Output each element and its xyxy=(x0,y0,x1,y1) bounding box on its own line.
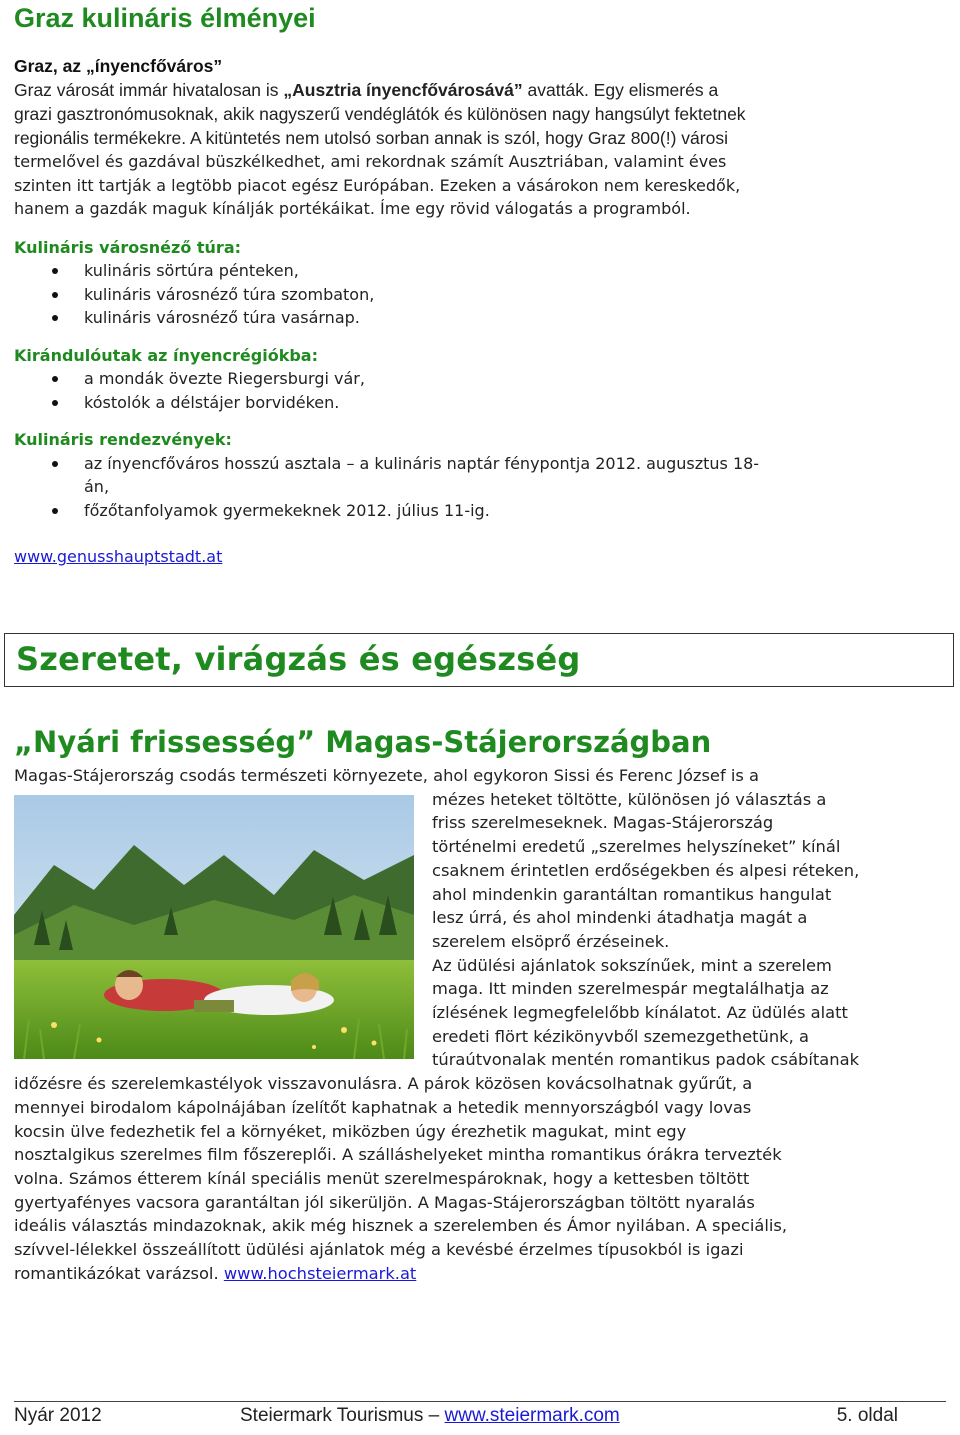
article-line: gyertyafényes vacsora garantáltan jól sikerüljön. A Magas-Stájerországban töltött nyaralás xyxy=(14,1192,755,1212)
banner-title: Szeretet, virágzás és egészség xyxy=(16,640,581,678)
bullet-icon xyxy=(52,400,58,406)
article-line: ahol mindenkin garantáltan romantikus hangulat xyxy=(432,884,832,904)
banner-box xyxy=(4,633,954,687)
bullet-icon xyxy=(52,315,58,321)
article-line: ideális választás mindazoknak, akik még hisznek a szerelemben és Ámor nyilában. A speciális, xyxy=(14,1216,788,1236)
footer-publisher: Steiermark Tourismus – www.steiermark.com xyxy=(240,1405,620,1426)
list-item: főzőtanfolyamok gyermekeknek 2012. július 11-ig. xyxy=(14,499,946,523)
section-subtitle: Graz, az „ínyencfőváros” xyxy=(14,56,223,76)
article-line: szívvel-lélekkel összeállított üdülési ajánlatok még a kevésbé érzelmes típusokból is igazi xyxy=(14,1240,744,1260)
bullet-icon xyxy=(52,461,58,467)
bullet-icon xyxy=(52,508,58,514)
hochsteiermark-link[interactable]: www.hochsteiermark.at xyxy=(223,1263,417,1283)
list-item-continuation: án, xyxy=(84,477,110,496)
list-item: kulináris városnéző túra szombaton, xyxy=(14,283,946,307)
footer-season: Nyár 2012 xyxy=(14,1405,102,1426)
section1-link-line xyxy=(14,545,946,569)
list-item: az ínyencfőváros hosszú asztala – a kulináris naptár fénypontja 2012. augusztus 18- xyxy=(14,452,946,476)
footer-page-number: 5. oldal xyxy=(836,1405,898,1426)
article-line: mennyei birodalom kápolnájában ízelítőt kaphatnak a hetedik mennyországból vagy lovas xyxy=(14,1097,752,1117)
photo-illustration xyxy=(14,795,414,1059)
intro-line-6: hanem a gazdák maguk kínálják portékáikat. Íme egy rövid válogatás a programból. xyxy=(14,199,691,218)
article-line: csaknem érintetlen erdőségekben és alpesi réteken, xyxy=(432,860,860,880)
article-line: kocsin ülve fedezhetik fel a környéket, miközben úgy érezhetik magukat, mint egy xyxy=(14,1121,687,1141)
event-list xyxy=(14,452,946,523)
intro-block xyxy=(14,54,946,150)
article-line: maga. Itt minden szerelmespár megtalálhatja az xyxy=(432,979,829,999)
bullet-icon xyxy=(52,376,58,382)
list-item: kóstolók a délstájer borvidéken. xyxy=(14,391,946,415)
section-title: Graz kulináris élményei xyxy=(14,3,316,33)
article-line: volna. Számos étterem kínál speciális menüt szerelmespároknak, hogy a kettesben töltött xyxy=(14,1168,750,1188)
tour-heading: Kulináris városnéző túra: xyxy=(14,237,242,257)
article-line: szerelem elsöprő érzéseinek. xyxy=(432,931,670,951)
genusshauptstadt-link[interactable]: www.genusshauptstadt.at xyxy=(14,547,223,566)
steiermark-link[interactable]: www.steiermark.com xyxy=(444,1405,620,1426)
intro-line-1: Graz városát immár hivatalosan is „Ausztria ínyencfővárosává” avatták. Egy elismerés a xyxy=(14,80,719,100)
trip-heading: Kirándulóutak az ínyencrégiókba: xyxy=(14,345,318,365)
tour-list xyxy=(14,259,946,330)
list-item: kulináris sörtúra pénteken, xyxy=(14,259,946,283)
article-title: „Nyári frissesség” Magas-Stájerországban xyxy=(14,725,712,759)
intro-line-2: grazi gasztronómusoknak, akik nagyszerű vendéglátók és különösen nagy hangsúlyt fektetnek xyxy=(14,104,746,124)
footer-divider xyxy=(14,1401,946,1402)
article-line: ízlésének legmegfelelőbb kínálatot. Az üdülés alatt xyxy=(432,1003,848,1023)
intro-continued xyxy=(14,150,946,221)
list-item: a mondák övezte Riegersburgi vár, xyxy=(14,367,946,391)
article-last-line: romantikázókat varázsol. www.hochsteiermark.at xyxy=(14,1263,417,1283)
article-line: Az üdülési ajánlatok sokszínűek, mint a szerelem xyxy=(432,955,832,975)
intro-line-5: szinten itt tartják a legtöbb piacot egész Európában. Ezeken a vásárokon nem kereskedők, xyxy=(14,175,741,195)
list-item: kulináris városnéző túra vasárnap. xyxy=(14,306,946,330)
article-line: túraútvonalak mentén romantikus padok csábítanak xyxy=(432,1050,859,1070)
article-line: nosztalgikus szerelmes film főszereplői. A szálláshelyeket mintha romantikus órákra tervezték xyxy=(14,1145,782,1165)
trip-list xyxy=(14,367,946,414)
article-line: történelmi eredetű „szerelmes helyszíneket” kínál xyxy=(432,837,841,857)
intro-line-4: termelővel és gazdával büszkélkedhet, ami rekordnak számít Ausztriában, valamint éves xyxy=(14,152,727,171)
couple-meadow-photo xyxy=(14,795,414,1059)
article-line: lesz úrrá, és ahol mindenki átadhatja magát a xyxy=(432,908,808,928)
event-heading: Kulináris rendezvények: xyxy=(14,430,232,449)
article-line: mézes heteket töltötte, különösen jó választás a xyxy=(432,789,827,809)
article-line: eredeti flört kézikönyvből szemezgethetünk, a xyxy=(432,1026,809,1046)
article-line: friss szerelmeseknek. Magas-Stájerország xyxy=(432,813,774,833)
intro-line-3: regionális termékekre. A kitüntetés nem utolsó sorban annak is szól, hogy Graz 800(!) városi xyxy=(14,128,728,148)
article-line: Magas-Stájerország csodás természeti környezete, ahol egykoron Sissi és Ferenc József is a xyxy=(14,766,760,785)
article-line: időzésre és szerelemkastélyok visszavonulásra. A párok közösen kovácsolhatnak gyűrűt, a xyxy=(14,1074,753,1094)
bullet-icon xyxy=(52,268,58,274)
bullet-icon xyxy=(52,292,58,298)
